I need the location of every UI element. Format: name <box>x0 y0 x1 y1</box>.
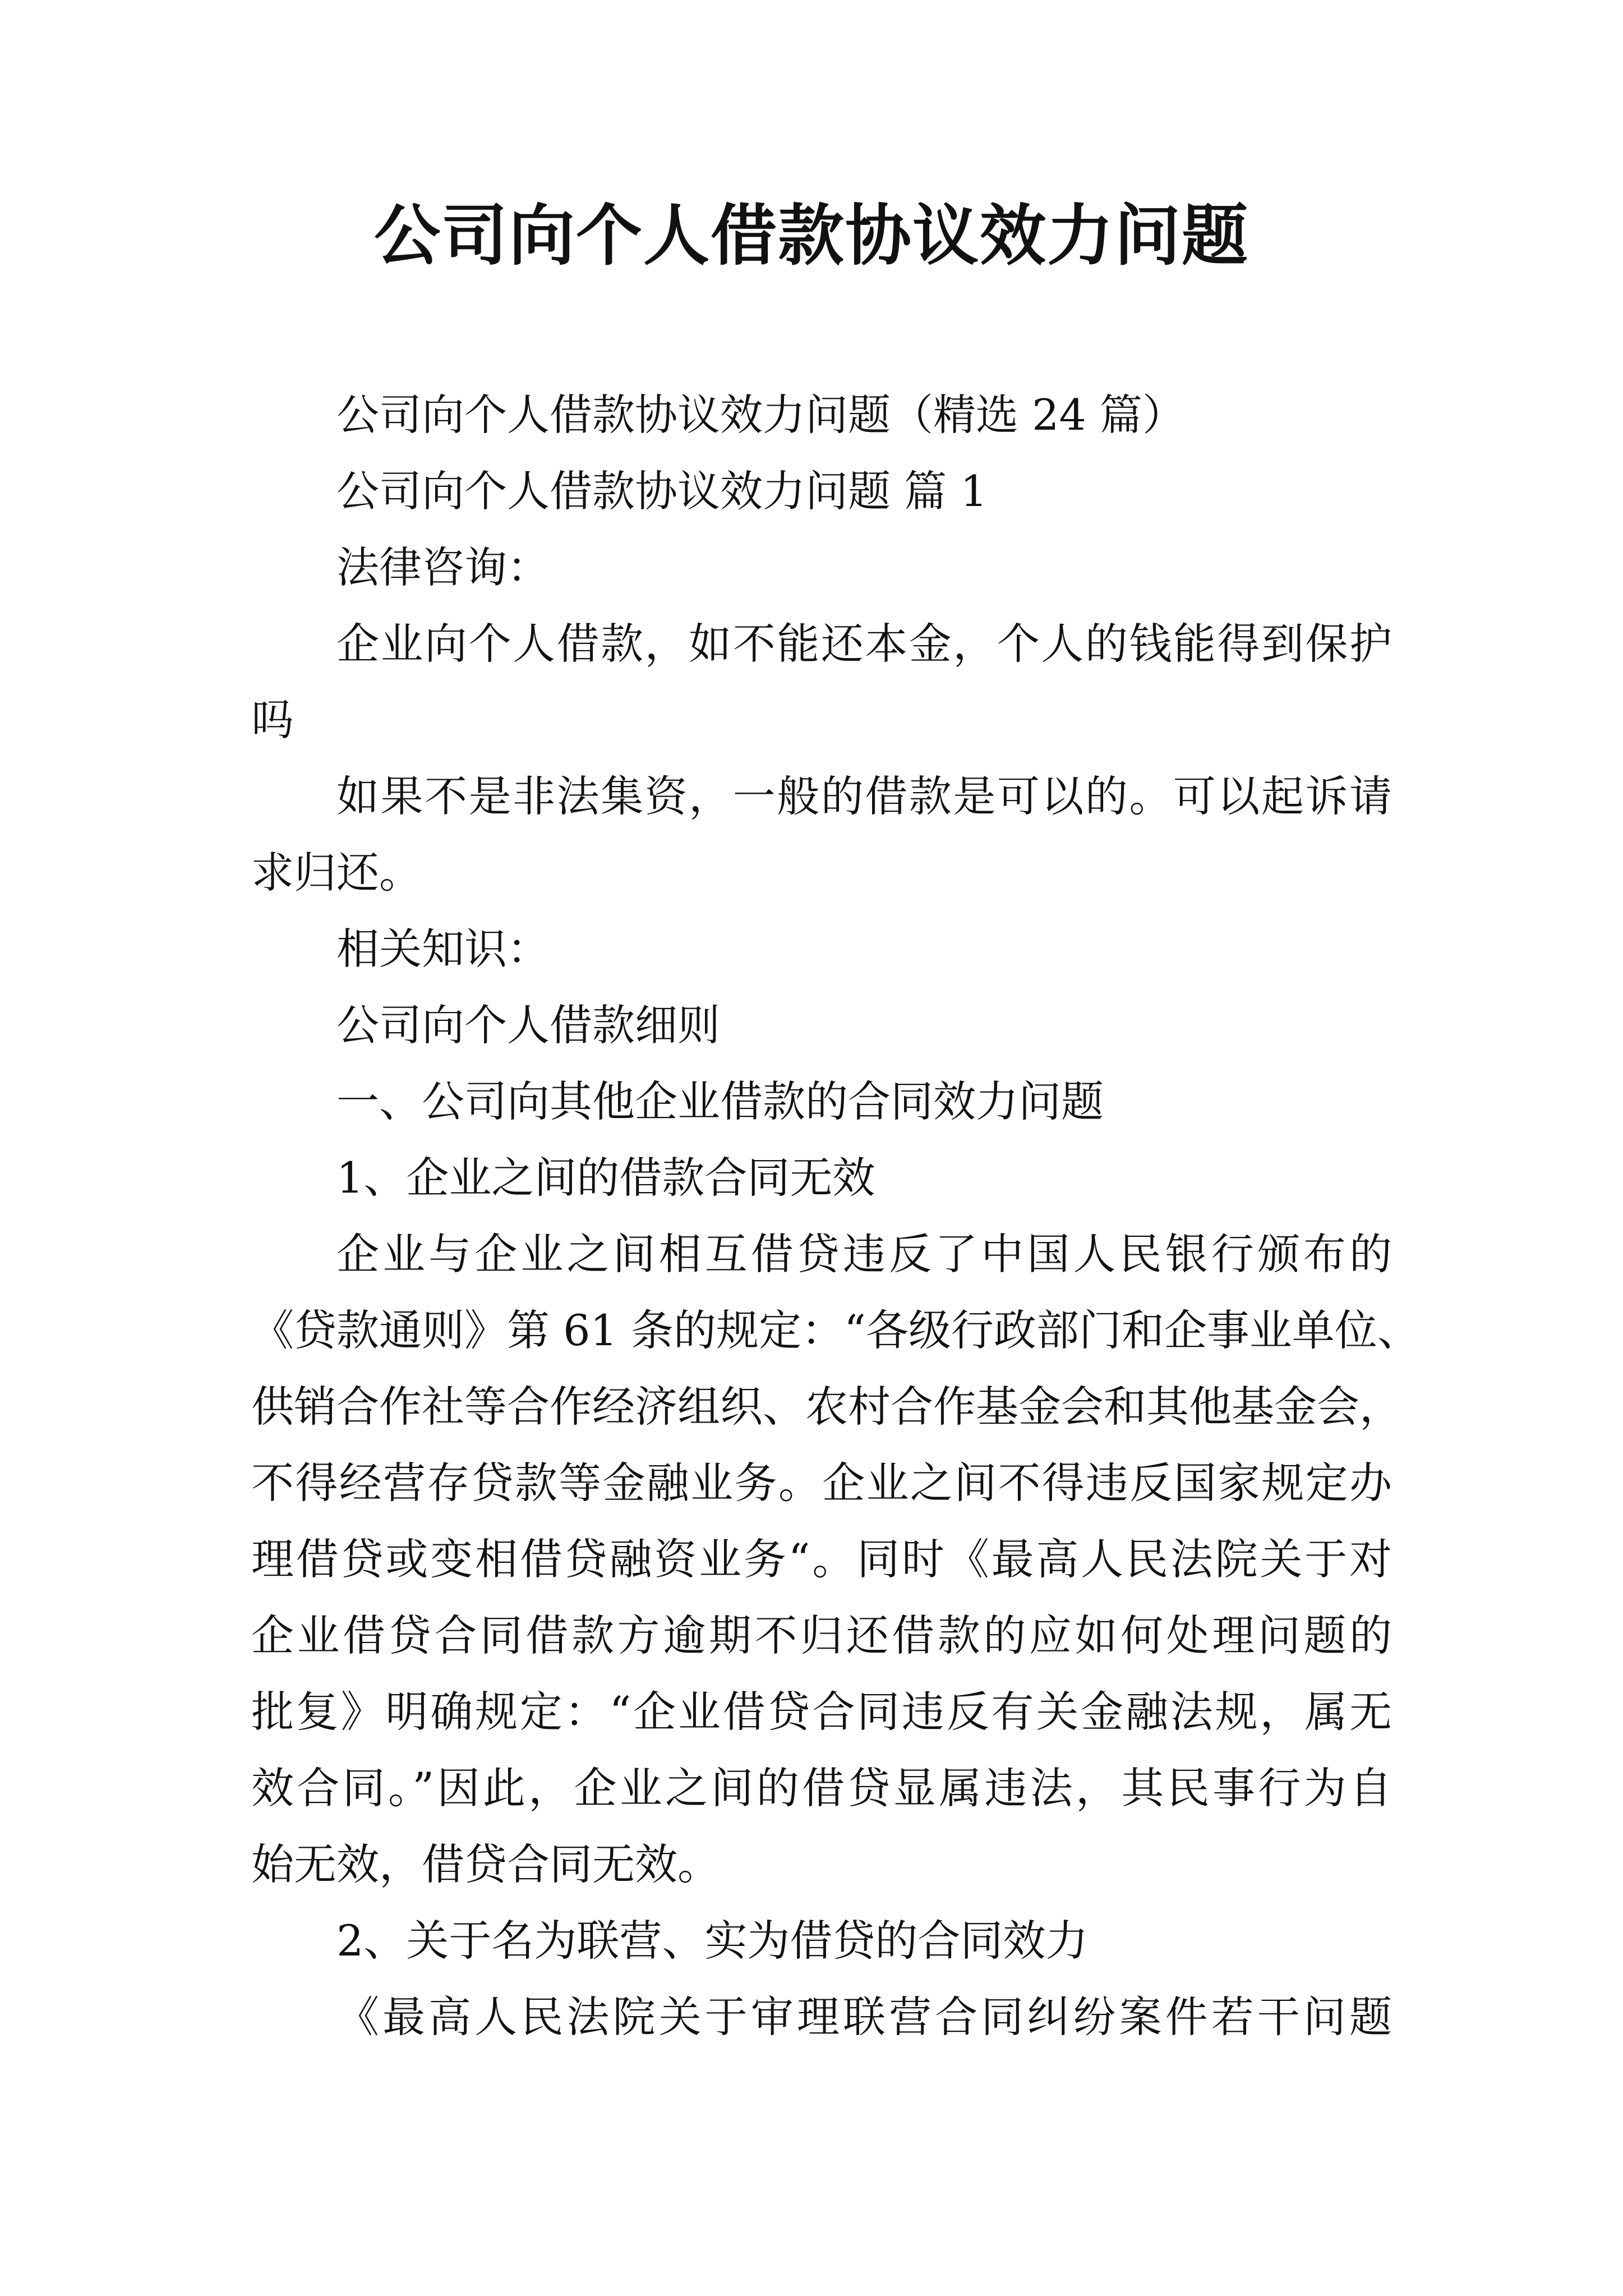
subsection-heading: 2、关于名为联营、实为借贷的合同效力 <box>336 1916 1089 1966</box>
paragraph-line: 公司向个人借款细则 <box>336 1000 720 1050</box>
paragraph-line: 批复》明确规定：“企业借贷合同违反有关金融法规，属无 <box>251 1687 1392 1737</box>
paragraph-line: 不得经营存贷款等金融业务。企业之间不得违反国家规定办 <box>251 1458 1392 1508</box>
paragraph-line: 企业与企业之间相互借贷违反了中国人民银行颁布的 <box>336 1229 1392 1279</box>
paragraph-line: 企业借贷合同借款方逾期不归还借款的应如何处理问题的 <box>251 1611 1392 1660</box>
section-heading: 公司向个人借款协议效力问题 篇 1 <box>336 466 988 516</box>
paragraph-line: 《最高人民法院关于审理联营合同纠纷案件若干问题 <box>336 1992 1392 2042</box>
paragraph-line: 企业向个人借款，如不能还本金，个人的钱能得到保护 <box>336 619 1392 669</box>
paragraph-line: 吗 <box>251 695 294 745</box>
paragraph-line: 始无效，借贷合同无效。 <box>251 1839 720 1889</box>
paragraph-line: 如果不是非法集资，一般的借款是可以的。可以起诉请 <box>336 771 1392 821</box>
paragraph-line: 《贷款通则》第 61 条的规定：“各级行政部门和企事业单位、 <box>251 1305 1420 1355</box>
document-title: 公司向个人借款协议效力问题 <box>374 197 1249 274</box>
paragraph-line: 供销合作社等合作经济组织、农村合作基金会和其他基金会， <box>251 1382 1402 1432</box>
subtitle-line: 公司向个人借款协议效力问题（精选 24 篇） <box>336 390 1186 440</box>
paragraph-line: 求归还。 <box>251 848 422 898</box>
paragraph-label: 相关知识： <box>336 924 550 974</box>
paragraph-label: 法律咨询： <box>336 542 550 592</box>
subsection-heading: 1、企业之间的借款合同无效 <box>336 1153 875 1203</box>
paragraph-line: 效合同。”因此，企业之间的借贷显属违法，其民事行为自 <box>251 1763 1392 1813</box>
section-heading: 一、公司向其他企业借款的合同效力问题 <box>336 1076 1104 1126</box>
paragraph-line: 理借贷或变相借贷融资业务“。同时《最高人民法院关于对 <box>251 1534 1392 1584</box>
